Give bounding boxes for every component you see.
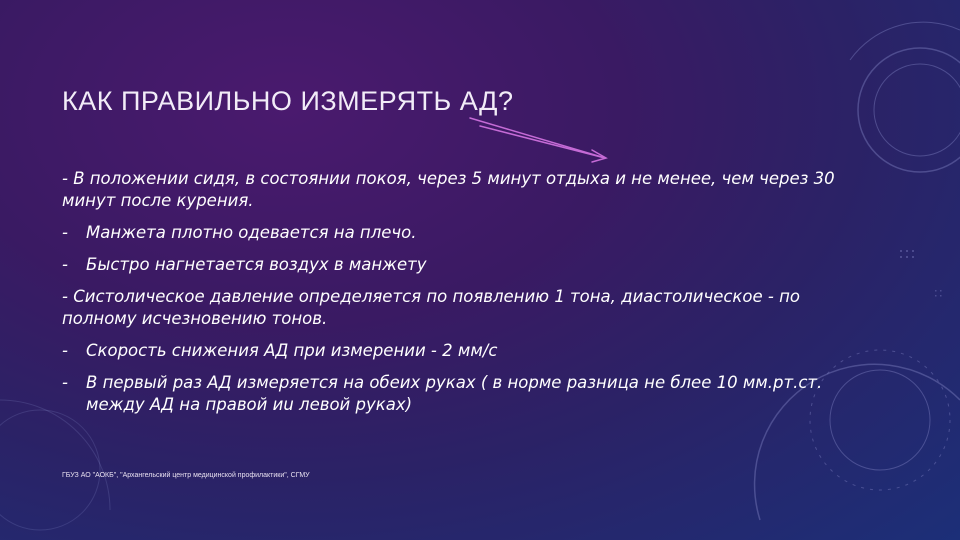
list-item: - В положении сидя, в состоянии покоя, через 5 минут отдыха и не менее, чем через 30 минут после курения. xyxy=(62,169,835,210)
slide-footer: ГБУЗ АО "АОКБ", "Архангельский центр медицинской профилактики", СГМУ xyxy=(62,472,310,479)
slide-content xyxy=(62,168,862,426)
bullet-dash: - xyxy=(62,373,68,392)
list-item xyxy=(62,340,862,362)
bullet-dash: - xyxy=(62,255,68,274)
list-item-text: Манжета плотно одевается на плечо. xyxy=(86,223,417,242)
list-item: - Систолическое давление определяется по появлению 1 тона, диастолическое - по полному исчезновению тонов. xyxy=(62,287,800,328)
list-item-text: Быстро нагнетается воздух в манжету xyxy=(86,255,427,274)
annotation-arrow xyxy=(470,118,606,162)
slide-title: КАК ПРАВИЛЬНО ИЗМЕРЯТЬ АД? xyxy=(62,86,514,116)
list-item xyxy=(62,254,862,276)
bullet-dash: - xyxy=(62,223,68,242)
list-item xyxy=(62,372,862,416)
list-item xyxy=(62,222,862,244)
list-item-text: В первый раз АД измеряется на обеих руках ( в норме разница не блее 10 мм.рт.ст. между АД на правой иu левой руках) xyxy=(86,373,823,414)
list-item-text: Скорость снижения АД при измерении - 2 мм/с xyxy=(86,341,498,360)
bullet-dash: - xyxy=(62,341,68,360)
